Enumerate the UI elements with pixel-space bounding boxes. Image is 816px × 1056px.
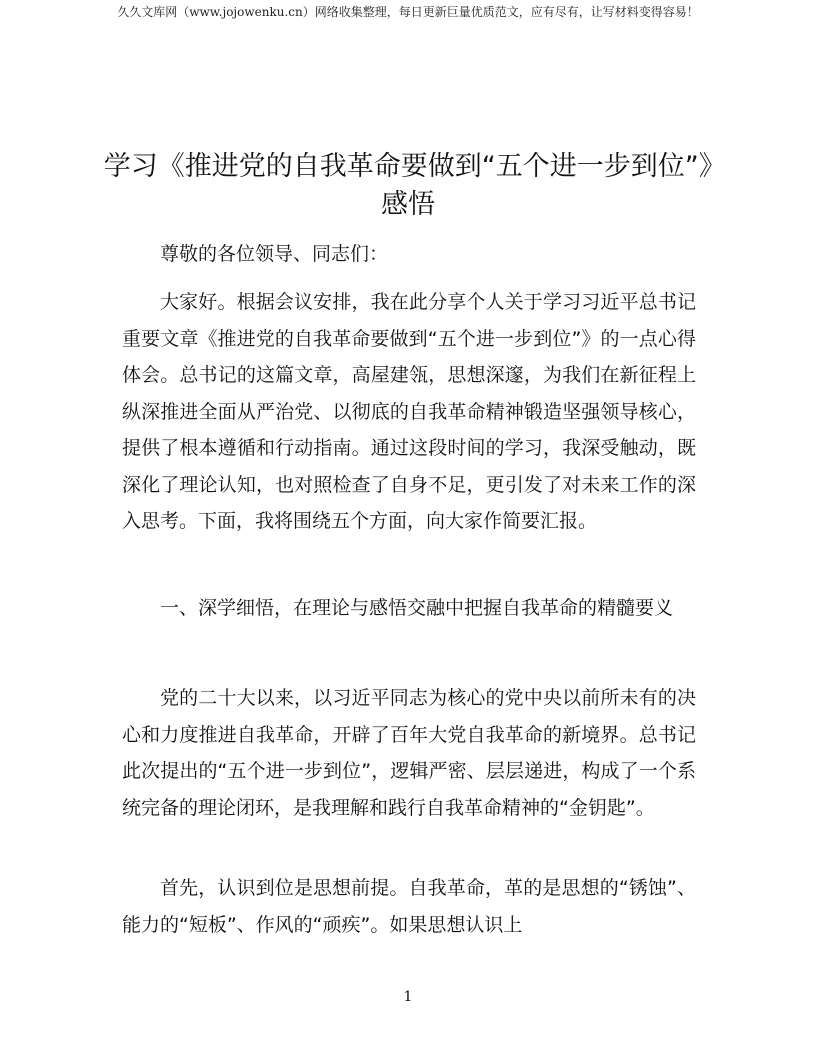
header-note: 久久文库网（www.jojowenku.cn）网络收集整理，每日更新巨量优质范文，应有尽有，让写材料变得容易！ xyxy=(117,5,699,19)
paragraph-section-one: 党的二十大以来，以习近平同志为核心的党中央以前所未有的决心和力度推进自我革命，开辟了百年大党自我革命的新境界。总书记此次提出的“五个进一步到位”，逻辑严密、层层递进，构成了一个系统完备的理论闭环，是我理解和践行自我革命精神的“金钥匙”。 xyxy=(122,687,696,819)
paragraph-intro: 大家好。根据会议安排，我在此分享个人关于学习习近平总书记重要文章《推进党的自我革命要做到“五个进一步到位”》的一点心得体会。总书记的这篇文章，高屋建瓴，思想深邃，为我们在新征程上纵深推进全面从严治党、以彻底的自我革命精神锻造坚强领导核心，提供了根本遵循和行动指南。通过这段时间的学习，我深受触动，既深化了理论认知，也对照检查了自身不足，更引发了对未来工作的深入思考。下面，我将围绕五个方面，向大家作简要汇报。 xyxy=(122,291,696,532)
page-number: 1 xyxy=(403,989,413,1005)
paragraph-first-point: 首先，认识到位是思想前提。自我革命，革的是思想的“锈蚀”、能力的“短板”、作风的“顽疾”。如果思想认识上 xyxy=(122,877,696,936)
document-title: 学习《推进党的自我革命要做到“五个进一步到位”》感悟 xyxy=(103,151,713,220)
section-heading-one: 一、深学细悟，在理论与感悟交融中把握自我革命的精髓要义 xyxy=(160,597,674,619)
salutation: 尊敬的各位领导、同志们： xyxy=(160,243,389,265)
